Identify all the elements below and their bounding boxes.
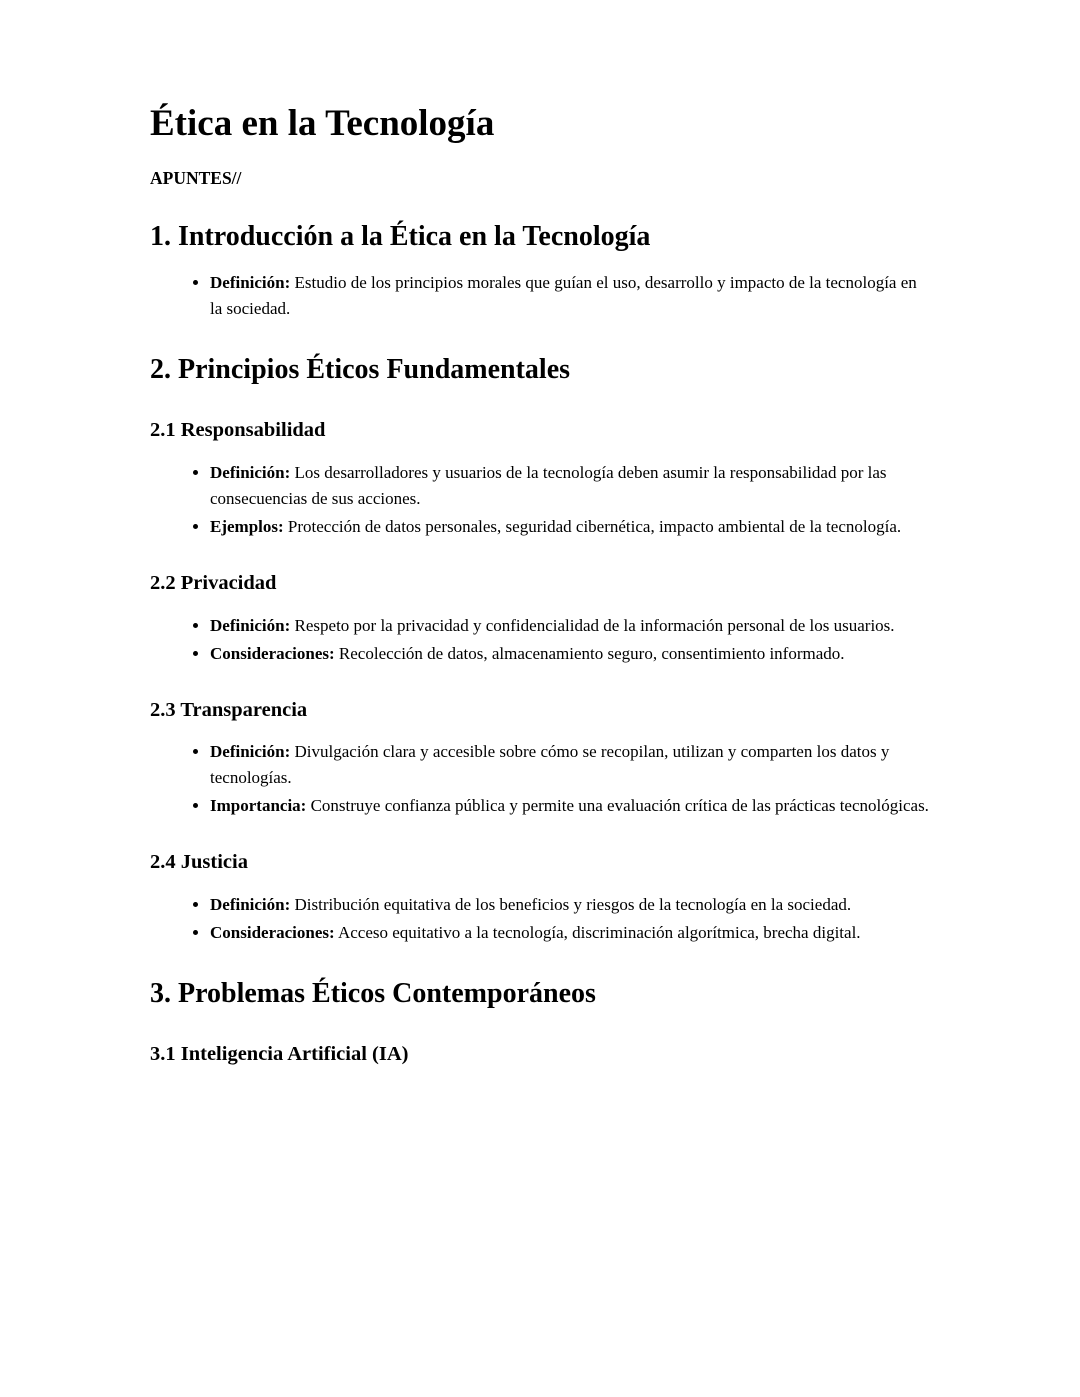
item-label: Definición: [210, 273, 291, 293]
subsection-heading-inteligencia-artificial: 3.1 Inteligencia Artificial (IA) [150, 1042, 409, 1065]
item-text: Construye confianza pública y permite una evaluación crítica de las prácticas tecnológicas. [310, 796, 929, 816]
list-item [210, 920, 930, 946]
bullet-list-introduccion [150, 270, 930, 322]
list-item [210, 514, 930, 540]
list-item [210, 270, 930, 322]
item-label: Definición: [210, 463, 291, 483]
section-heading-introduccion: 1. Introducción a la Ética en la Tecnología [150, 221, 651, 253]
section-heading-problemas: 3. Problemas Éticos Contemporáneos [150, 977, 596, 1009]
item-text: Distribución equitativa de los beneficios y riesgos de la tecnología en la sociedad. [294, 894, 852, 914]
bullet-list-privacidad [150, 613, 930, 667]
item-label: Importancia: [210, 796, 307, 816]
subsection-heading-transparencia: 2.3 Transparencia [150, 698, 308, 721]
document-title: Ética en la Tecnología [150, 103, 495, 144]
list-item [210, 641, 930, 667]
bullet-list-responsabilidad [150, 460, 930, 540]
list-item [210, 892, 930, 918]
item-label: Definición: [210, 615, 291, 635]
item-text: Acceso equitativo a la tecnología, discriminación algorítmica, brecha digital. [337, 922, 861, 942]
section-heading-principios: 2. Principios Éticos Fundamentales [150, 354, 571, 386]
item-text: Protección de datos personales, seguridad cibernética, impacto ambiental de la tecnología. [287, 517, 902, 537]
item-label: Ejemplos: [210, 517, 284, 537]
item-label: Consideraciones: [210, 922, 335, 942]
item-text: Los desarrolladores y usuarios de la tecnología deben asumir la responsabilidad por las consecuencias de sus acciones. [210, 463, 887, 509]
item-label: Definición: [210, 742, 291, 762]
subsection-heading-responsabilidad: 2.1 Responsabilidad [150, 419, 326, 442]
item-text: Divulgación clara y accesible sobre cómo se recopilan, utilizan y comparten los datos y tecnologías. [210, 742, 890, 788]
item-label: Consideraciones: [210, 643, 335, 663]
subsection-heading-justicia: 2.4 Justicia [150, 851, 248, 874]
bullet-list-justicia [150, 892, 930, 946]
list-item [210, 460, 930, 512]
item-text: Estudio de los principios morales que guían el uso, desarrollo y impacto de la tecnología en la sociedad. [210, 273, 917, 319]
item-text: Recolección de datos, almacenamiento seguro, consentimiento informado. [338, 643, 845, 663]
list-item [210, 613, 930, 639]
item-text: Respeto por la privacidad y confidencialidad de la información personal de los usuarios. [294, 615, 895, 635]
subsection-heading-privacidad: 2.2 Privacidad [150, 572, 277, 595]
item-label: Definición: [210, 894, 291, 914]
list-item [210, 793, 930, 819]
document-subtitle: APUNTES// [150, 168, 242, 189]
bullet-list-transparencia [150, 739, 930, 819]
list-item [210, 739, 930, 791]
